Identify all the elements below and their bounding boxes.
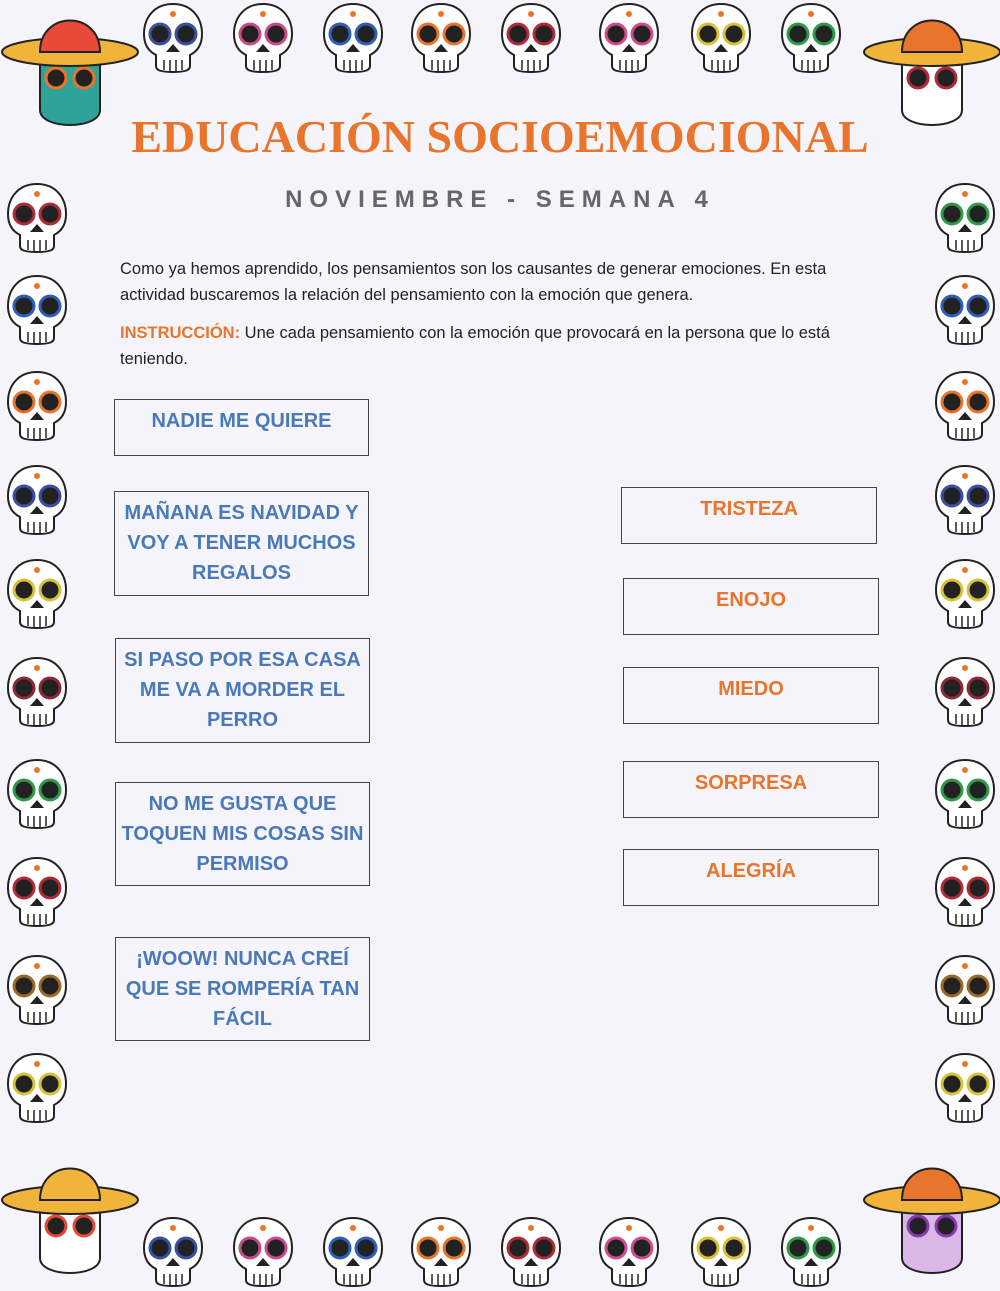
skull-decoration-icon: [932, 368, 998, 442]
skull-decoration-icon: [4, 1050, 70, 1124]
skull-decoration-icon: [320, 1214, 386, 1288]
skull-decoration-icon: [688, 0, 754, 74]
skull-decoration-icon: [408, 1214, 474, 1288]
emotion-box[interactable]: ALEGRÍA: [623, 849, 879, 906]
skull-decoration-icon: [4, 654, 70, 728]
skull-decoration-icon: [230, 1214, 296, 1288]
skull-decoration-icon: [230, 0, 296, 74]
skull-decoration-icon: [688, 1214, 754, 1288]
skull-decoration-icon: [140, 0, 206, 74]
skull-decoration-icon: [4, 272, 70, 346]
skull-decoration-icon: [408, 0, 474, 74]
thought-box[interactable]: NO ME GUSTA QUE TOQUEN MIS COSAS SIN PERMISO: [115, 782, 370, 886]
skull-decoration-icon: [932, 756, 998, 830]
skull-decoration-icon: [4, 462, 70, 536]
skull-decoration-icon: [932, 654, 998, 728]
thought-box[interactable]: MAÑANA ES NAVIDAD Y VOY A TENER MUCHOS REGALOS: [114, 491, 369, 596]
instruction-label: INSTRUCCIÓN:: [120, 324, 241, 342]
skull-decoration-icon: [932, 952, 998, 1026]
emotion-box[interactable]: TRISTEZA: [621, 487, 877, 544]
skull-decoration-icon: [932, 462, 998, 536]
skull-decoration-icon: [4, 756, 70, 830]
page-title: EDUCACIÓN SOCIOEMOCIONAL: [131, 111, 869, 162]
skull-decoration-icon: [778, 1214, 844, 1288]
emotion-box[interactable]: MIEDO: [623, 667, 879, 724]
emotion-box[interactable]: SORPRESA: [623, 761, 879, 818]
thought-box[interactable]: SI PASO POR ESA CASA ME VA A MORDER EL PERRO: [115, 638, 370, 743]
instruction-paragraph: [120, 320, 880, 372]
thought-box[interactable]: NADIE ME QUIERE: [114, 399, 369, 456]
skull-decoration-icon: [596, 1214, 662, 1288]
skull-decoration-icon: [498, 1214, 564, 1288]
sombrero-skull-icon: [862, 1148, 1000, 1288]
skull-decoration-icon: [4, 556, 70, 630]
thought-box[interactable]: ¡WOOW! NUNCA CREÍ QUE SE ROMPERÍA TAN FÁCIL: [115, 937, 370, 1041]
emotion-box[interactable]: ENOJO: [623, 578, 879, 635]
skull-decoration-icon: [932, 556, 998, 630]
skull-decoration-icon: [932, 1050, 998, 1124]
skull-decoration-icon: [4, 368, 70, 442]
page-subtitle: NOVIEMBRE - SEMANA 4: [285, 186, 715, 213]
skull-decoration-icon: [932, 854, 998, 928]
skull-decoration-icon: [4, 952, 70, 1026]
skull-decoration-icon: [4, 854, 70, 928]
intro-paragraph: Como ya hemos aprendido, los pensamientos son los causantes de generar emociones. En esta actividad buscaremos la relación del pensamiento con la emoción que genera.: [120, 260, 827, 304]
skull-decoration-icon: [778, 0, 844, 74]
instruction-text: Une cada pensamiento con la emoción que provocará en la persona que lo está teniendo.: [120, 324, 830, 368]
skull-decoration-icon: [596, 0, 662, 74]
skull-decoration-icon: [320, 0, 386, 74]
skull-decoration-icon: [932, 272, 998, 346]
skull-decoration-icon: [140, 1214, 206, 1288]
skull-decoration-icon: [498, 0, 564, 74]
sombrero-skull-icon: [0, 1148, 140, 1288]
